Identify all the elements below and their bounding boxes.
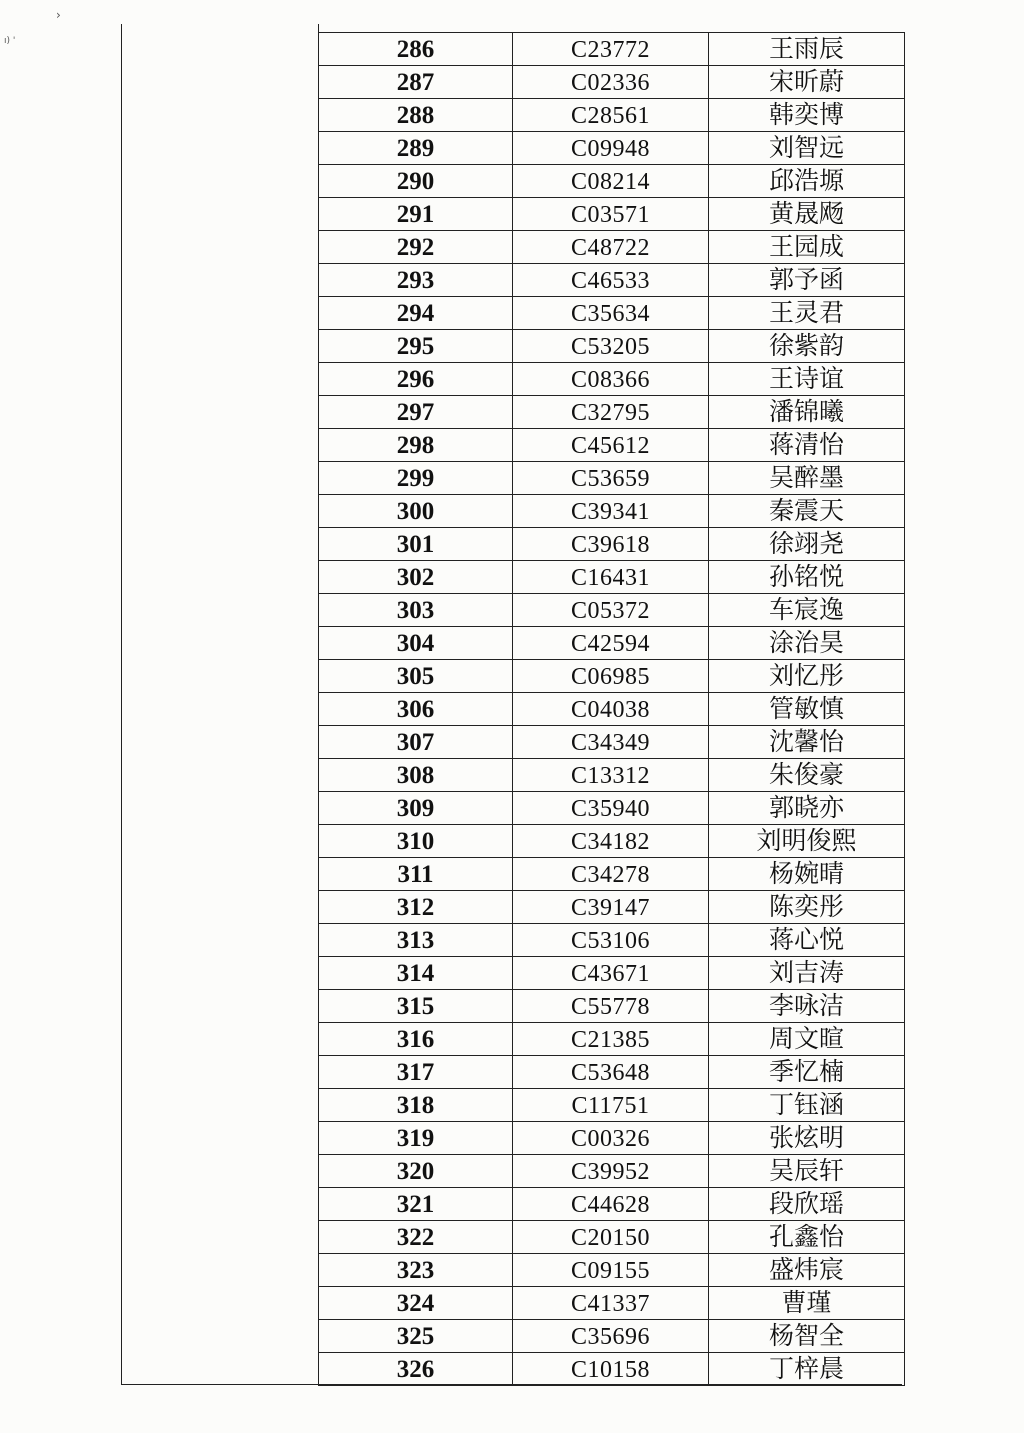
row-number: 304 xyxy=(319,627,513,660)
table-row xyxy=(319,990,905,1023)
row-number: 289 xyxy=(319,132,513,165)
student-name: 蒋清怡 xyxy=(709,429,905,462)
row-number: 296 xyxy=(319,363,513,396)
row-number: 313 xyxy=(319,924,513,957)
student-code: C39618 xyxy=(513,528,709,561)
student-name: 陈奕彤 xyxy=(709,891,905,924)
student-code: C08214 xyxy=(513,165,709,198)
row-number: 315 xyxy=(319,990,513,1023)
student-name: 邱浩塬 xyxy=(709,165,905,198)
row-number: 294 xyxy=(319,297,513,330)
row-number: 290 xyxy=(319,165,513,198)
student-name: 朱俊豪 xyxy=(709,759,905,792)
row-number: 303 xyxy=(319,594,513,627)
student-name: 宋昕蔚 xyxy=(709,66,905,99)
student-name: 盛炜宸 xyxy=(709,1254,905,1287)
table-row xyxy=(319,33,905,66)
row-number: 297 xyxy=(319,396,513,429)
student-code: C46533 xyxy=(513,264,709,297)
table-row xyxy=(319,264,905,297)
student-code: C35940 xyxy=(513,792,709,825)
table-row xyxy=(319,726,905,759)
table-row xyxy=(319,1188,905,1221)
student-code: C41337 xyxy=(513,1287,709,1320)
student-name: 孔鑫怡 xyxy=(709,1221,905,1254)
table-row xyxy=(319,99,905,132)
student-code: C32795 xyxy=(513,396,709,429)
student-code: C04038 xyxy=(513,693,709,726)
student-name: 杨婉晴 xyxy=(709,858,905,891)
row-number: 325 xyxy=(319,1320,513,1353)
student-name: 黄晟飏 xyxy=(709,198,905,231)
student-code: C45612 xyxy=(513,429,709,462)
student-code: C53205 xyxy=(513,330,709,363)
student-name: 吴辰轩 xyxy=(709,1155,905,1188)
student-code: C44628 xyxy=(513,1188,709,1221)
table-row xyxy=(319,1089,905,1122)
table-row xyxy=(319,693,905,726)
table-row xyxy=(319,561,905,594)
row-number: 314 xyxy=(319,957,513,990)
margin-mark-left: ı) ' xyxy=(4,36,16,46)
student-code: C08366 xyxy=(513,363,709,396)
student-name: 秦震天 xyxy=(709,495,905,528)
student-code: C23772 xyxy=(513,33,709,66)
table-row xyxy=(319,759,905,792)
row-number: 310 xyxy=(319,825,513,858)
row-number: 308 xyxy=(319,759,513,792)
row-number: 323 xyxy=(319,1254,513,1287)
student-name: 涂治昊 xyxy=(709,627,905,660)
row-number: 312 xyxy=(319,891,513,924)
table-row xyxy=(319,924,905,957)
student-name: 段欣瑶 xyxy=(709,1188,905,1221)
table-row xyxy=(319,297,905,330)
table-row xyxy=(319,231,905,264)
row-number: 326 xyxy=(319,1353,513,1386)
student-name: 刘忆彤 xyxy=(709,660,905,693)
table-row xyxy=(319,330,905,363)
row-number: 301 xyxy=(319,528,513,561)
table-row xyxy=(319,957,905,990)
table-row xyxy=(319,792,905,825)
table-row xyxy=(319,1353,905,1386)
row-number: 321 xyxy=(319,1188,513,1221)
student-name: 韩奕博 xyxy=(709,99,905,132)
student-name: 管敏慎 xyxy=(709,693,905,726)
student-name: 刘吉涛 xyxy=(709,957,905,990)
student-code: C35634 xyxy=(513,297,709,330)
table-row xyxy=(319,198,905,231)
student-name: 王园成 xyxy=(709,231,905,264)
row-number: 309 xyxy=(319,792,513,825)
student-name: 郭晓亦 xyxy=(709,792,905,825)
student-code: C02336 xyxy=(513,66,709,99)
table-row xyxy=(319,1320,905,1353)
row-number: 286 xyxy=(319,33,513,66)
student-code: C05372 xyxy=(513,594,709,627)
student-code: C48722 xyxy=(513,231,709,264)
student-name: 杨智全 xyxy=(709,1320,905,1353)
row-number: 322 xyxy=(319,1221,513,1254)
student-code: C03571 xyxy=(513,198,709,231)
table-row xyxy=(319,66,905,99)
student-code: C13312 xyxy=(513,759,709,792)
table-row xyxy=(319,1221,905,1254)
student-name: 王灵君 xyxy=(709,297,905,330)
table-row xyxy=(319,825,905,858)
row-number: 298 xyxy=(319,429,513,462)
row-number: 293 xyxy=(319,264,513,297)
student-code: C10158 xyxy=(513,1353,709,1386)
row-number: 288 xyxy=(319,99,513,132)
student-code: C35696 xyxy=(513,1320,709,1353)
row-number: 302 xyxy=(319,561,513,594)
table-row xyxy=(319,1254,905,1287)
row-number: 320 xyxy=(319,1155,513,1188)
student-code: C34349 xyxy=(513,726,709,759)
table-row xyxy=(319,594,905,627)
table-row xyxy=(319,132,905,165)
student-name: 曹瑾 xyxy=(709,1287,905,1320)
student-name: 徐紫韵 xyxy=(709,330,905,363)
student-name: 丁梓晨 xyxy=(709,1353,905,1386)
student-code: C16431 xyxy=(513,561,709,594)
student-name: 沈馨怡 xyxy=(709,726,905,759)
student-code: C34182 xyxy=(513,825,709,858)
row-number: 318 xyxy=(319,1089,513,1122)
table-row xyxy=(319,462,905,495)
student-name: 王雨辰 xyxy=(709,33,905,66)
student-code: C00326 xyxy=(513,1122,709,1155)
student-name: 车宸逸 xyxy=(709,594,905,627)
student-name: 刘智远 xyxy=(709,132,905,165)
table-row xyxy=(319,627,905,660)
student-code: C39952 xyxy=(513,1155,709,1188)
student-name: 刘明俊熙 xyxy=(709,825,905,858)
student-code: C42594 xyxy=(513,627,709,660)
table-row xyxy=(319,363,905,396)
student-name: 王诗谊 xyxy=(709,363,905,396)
row-number: 306 xyxy=(319,693,513,726)
row-number: 311 xyxy=(319,858,513,891)
table-row xyxy=(319,528,905,561)
student-code: C09948 xyxy=(513,132,709,165)
row-number: 292 xyxy=(319,231,513,264)
student-code: C28561 xyxy=(513,99,709,132)
student-name: 蒋心悦 xyxy=(709,924,905,957)
row-number: 305 xyxy=(319,660,513,693)
table-row xyxy=(319,858,905,891)
margin-mark-top: › xyxy=(56,8,61,22)
table-row xyxy=(319,165,905,198)
row-number: 316 xyxy=(319,1023,513,1056)
table-row xyxy=(319,1023,905,1056)
merged-blank-column xyxy=(122,24,319,1384)
row-number: 295 xyxy=(319,330,513,363)
student-name: 吴醉墨 xyxy=(709,462,905,495)
student-code: C39147 xyxy=(513,891,709,924)
row-number: 299 xyxy=(319,462,513,495)
table-row xyxy=(319,1056,905,1089)
student-name: 潘锦曦 xyxy=(709,396,905,429)
student-name: 徐翊尧 xyxy=(709,528,905,561)
student-name: 郭予函 xyxy=(709,264,905,297)
table-row xyxy=(319,891,905,924)
table-row xyxy=(319,660,905,693)
row-number: 307 xyxy=(319,726,513,759)
student-code: C43671 xyxy=(513,957,709,990)
student-code: C53659 xyxy=(513,462,709,495)
table-row xyxy=(319,396,905,429)
student-code: C21385 xyxy=(513,1023,709,1056)
student-code: C53648 xyxy=(513,1056,709,1089)
student-code: C20150 xyxy=(513,1221,709,1254)
table-row xyxy=(319,1287,905,1320)
row-number: 291 xyxy=(319,198,513,231)
row-number: 324 xyxy=(319,1287,513,1320)
student-code: C34278 xyxy=(513,858,709,891)
student-code: C06985 xyxy=(513,660,709,693)
row-number: 300 xyxy=(319,495,513,528)
row-number: 287 xyxy=(319,66,513,99)
table-row xyxy=(319,1155,905,1188)
student-name: 张炫明 xyxy=(709,1122,905,1155)
table-row xyxy=(319,429,905,462)
table-row xyxy=(319,495,905,528)
student-code: C11751 xyxy=(513,1089,709,1122)
student-code: C39341 xyxy=(513,495,709,528)
roster-table xyxy=(318,32,905,1386)
student-code: C55778 xyxy=(513,990,709,1023)
row-number: 319 xyxy=(319,1122,513,1155)
student-name: 李咏洁 xyxy=(709,990,905,1023)
row-number: 317 xyxy=(319,1056,513,1089)
list-table-frame xyxy=(121,24,902,1385)
student-name: 孙铭悦 xyxy=(709,561,905,594)
student-code: C53106 xyxy=(513,924,709,957)
student-name: 周文暄 xyxy=(709,1023,905,1056)
student-name: 季忆楠 xyxy=(709,1056,905,1089)
table-row xyxy=(319,1122,905,1155)
student-name: 丁钰涵 xyxy=(709,1089,905,1122)
student-code: C09155 xyxy=(513,1254,709,1287)
